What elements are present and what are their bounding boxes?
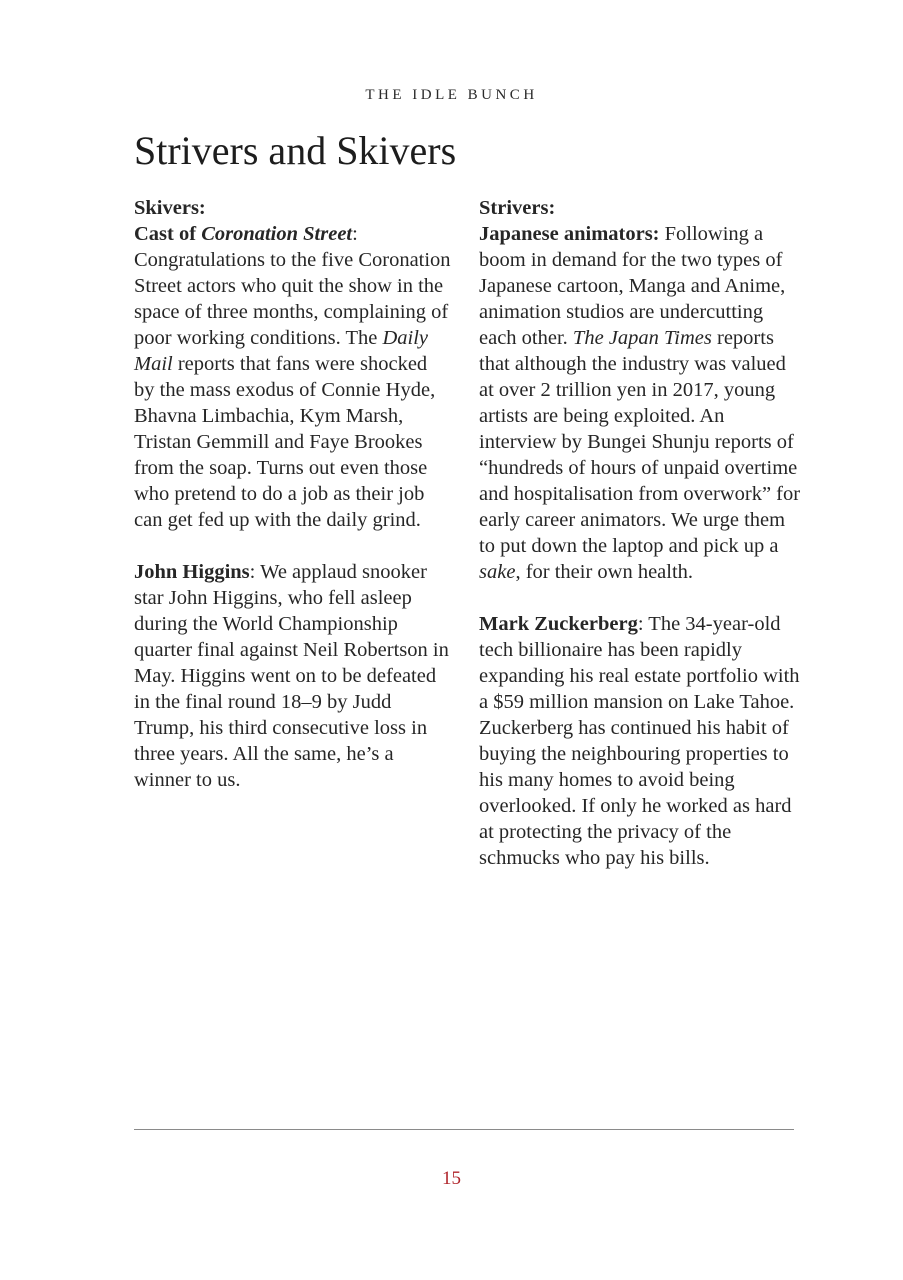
running-head: THE IDLE BUNCH bbox=[365, 87, 538, 103]
entry-name: John Higgins bbox=[134, 561, 250, 583]
italic-word: sake bbox=[479, 561, 516, 583]
entry-name: Japanese animators: bbox=[479, 223, 660, 245]
entry-text: : The 34-year-old tech billionaire has been rapidly expanding his real estate portfolio with a $59 million mansion on Lake Tahoe. Zuckerberg has continued his habit of buying the neighbouring properties to his many homes to avoid being overlooked. If only he worked as hard at protecting the privacy of the schmucks who pay his bills. bbox=[479, 613, 800, 869]
john-higgins-entry bbox=[134, 559, 452, 793]
entry-text: reports that although the industry was valued at over 2 trillion yen in 2017, young artists are being exploited. An interview by Bungei Shunju reports of “hundreds of hours of unpaid overtime and hospitalisation from overwork” for early career animators. We urge them to put down the laptop and pick up a bbox=[479, 327, 801, 557]
mark-zuckerberg-entry bbox=[479, 611, 801, 871]
strivers-heading: Strivers: bbox=[479, 197, 556, 219]
coronation-street-entry bbox=[134, 195, 452, 533]
entry-text: : Congratulations to the five Coronation Street actors who quit the show in the space of three months, complaining of poor working conditions. The bbox=[134, 223, 451, 349]
entry-name: Mark Zuckerberg bbox=[479, 613, 638, 635]
entry-name: Cast of Coronation Street bbox=[134, 223, 353, 245]
entry-text: reports that fans were shocked by the mass exodus of Connie Hyde, Bhavna Limbachia, Kym Marsh, Tristan Gemmill and Faye Brookes from the soap. Turns out even those who pretend to do a job as their job can get fed up with the daily grind. bbox=[134, 353, 436, 531]
publication-name: Daily Mail bbox=[134, 327, 428, 375]
page-number: 15 bbox=[442, 1168, 461, 1189]
skivers-column bbox=[134, 195, 452, 819]
strivers-column bbox=[479, 195, 801, 897]
japanese-animators-entry bbox=[479, 195, 801, 585]
page-title: Strivers and Skivers bbox=[134, 128, 457, 173]
entry-text: Following a boom in demand for the two types of Japanese cartoon, Manga and Anime, animation studios are undercutting each other. bbox=[479, 223, 786, 349]
skivers-heading: Skivers: bbox=[134, 197, 206, 219]
entry-text: : We applaud snooker star John Higgins, who fell asleep during the World Championship quarter final against Neil Robertson in May. Higgins went on to be defeated in the final round 18–9 by Judd Trump, his third consecutive loss in three years. All the same, he’s a winner to us. bbox=[134, 561, 449, 791]
footer-rule bbox=[134, 1129, 794, 1130]
entry-text: , for their own health. bbox=[515, 561, 694, 583]
publication-name: The Japan Times bbox=[572, 327, 712, 349]
